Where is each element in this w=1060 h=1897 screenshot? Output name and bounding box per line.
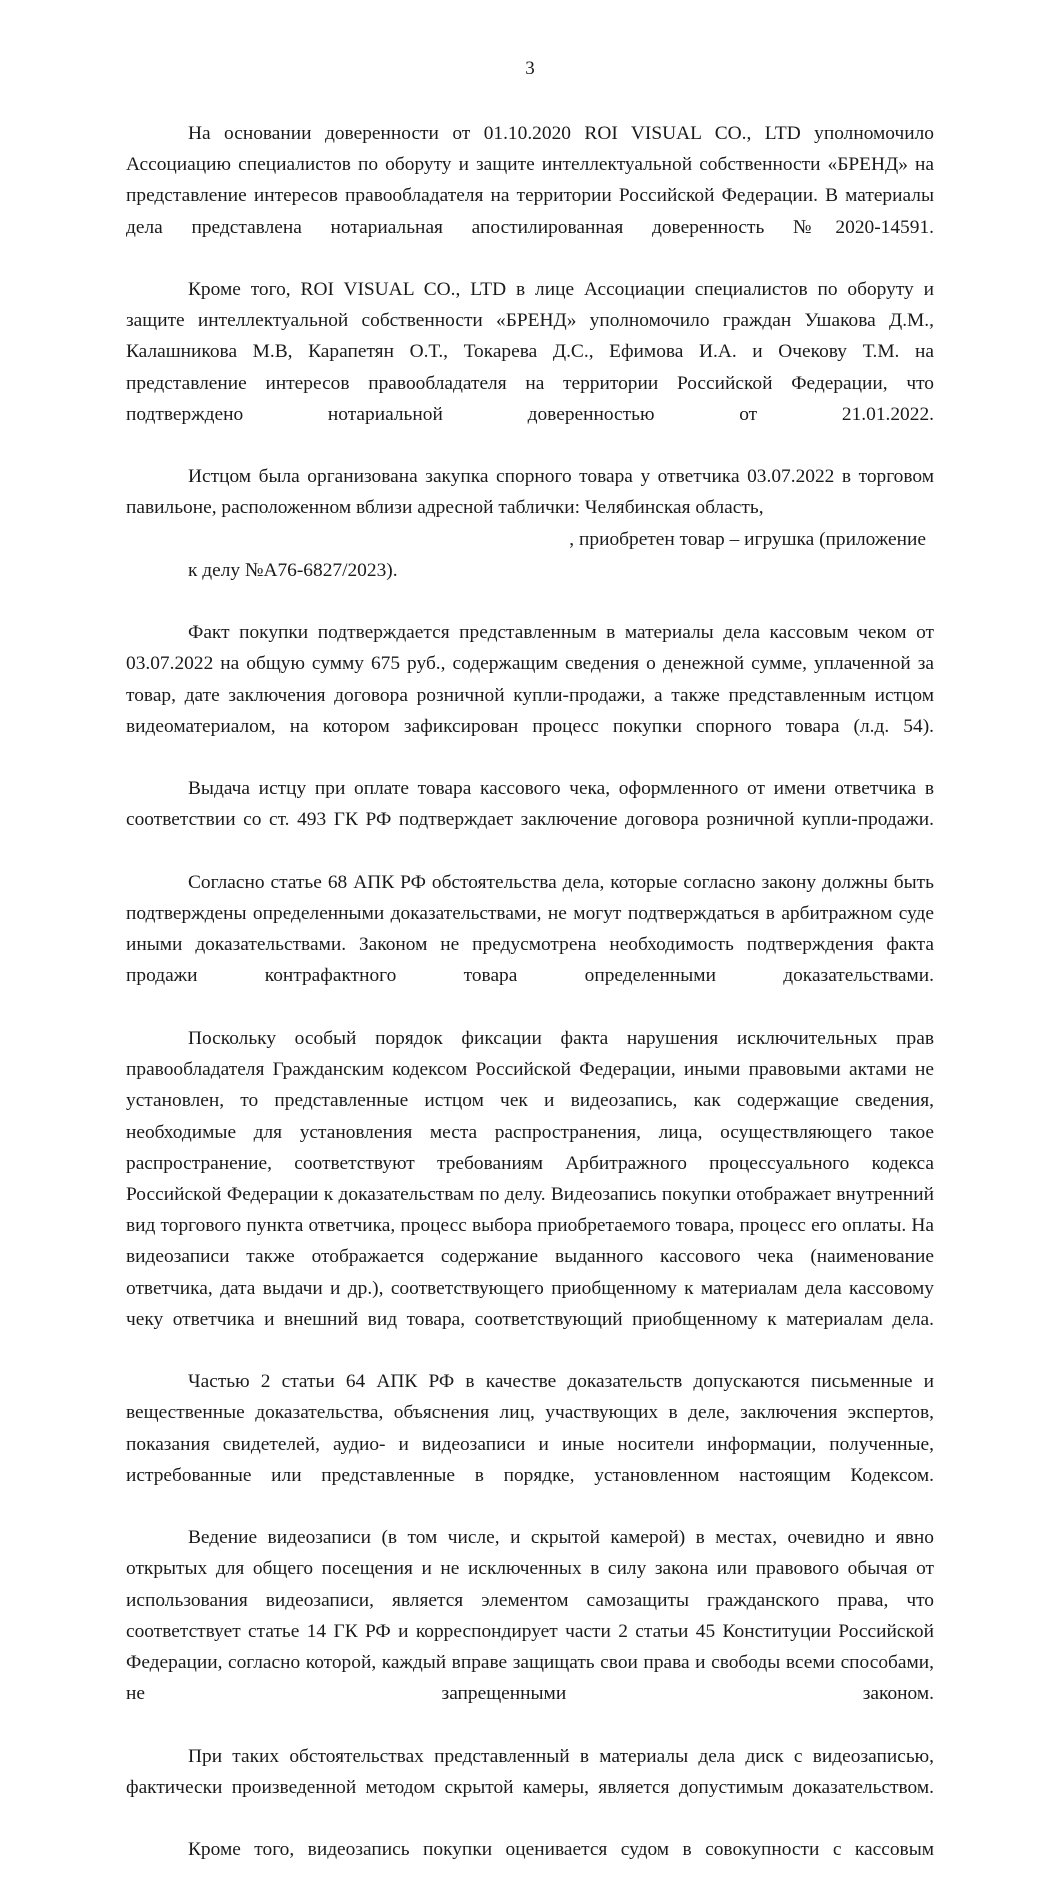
paragraph: Частью 2 статьи 64 АПК РФ в качестве доказательств допускаются письменные и вещественные доказательства, объяснения лиц, участвующих в деле, заключения экспертов, показания свидетелей, аудио- и видеозаписи и иные носители информации, полученные, истребованные или представленные в порядке, установленном настоящим Кодексом.	[126, 1371, 934, 1486]
paragraph: Ведение видеозаписи (в том числе, и скрытой камерой) в местах, очевидно и явно открытых для общего посещения и не исключенных в силу закона или правового обычая от использования видеозаписи, является элементом самозащиты гражданского права, что соответствует статье 14 ГК РФ и корреспондирует части 2 статьи 45 Конституции Российской Федерации, согласно которой, каждый вправе защищать свои права и свободы всеми способами, не запрещенными законом.	[126, 1527, 934, 1705]
paragraph: Поскольку особый порядок фиксации факта нарушения исключительных прав правообладателя Гражданским кодексом Российской Федерации, иными правовыми актами не установлен, то представленные истцом чек и видеозапись, как содержащие сведения, необходимые для установления места распространения, лица, осуществляющего такое распространение, соответствуют требованиям Арбитражного процессуального кодекса Российской Федерации к доказательствам по делу. Видеозапись покупки отображает внутренний вид торгового пункта ответчика, процесс выбора приобретаемого товара, процесс его оплаты. На видеозаписи также отображается содержание выданного кассового чека (наименование ответчика, дата выдачи и др.), соответствующего приобщенному к материалам дела кассовому чеку ответчика и внешний вид товара, соответствующий приобщенному к материалам дела.	[126, 1027, 934, 1330]
paragraph: Выдача истцу при оплате товара кассового чека, оформленного от имени ответчика в соответствии со ст. 493 ГК РФ подтверждает заключение договора розничной купли-продажи.	[126, 778, 934, 831]
purchase-case-line: к делу №А76-6827/2023).	[188, 559, 398, 581]
paragraph: Кроме того, видеозапись покупки оценивается судом в совокупности с кассовым	[188, 1839, 934, 1861]
paragraph: Кроме того, ROI VISUAL CO., LTD в лице Ассоциации специалистов по оборуту и защите интеллектуальной собственности «БРЕНД» уполномочило граждан Ушакова Д.М., Калашникова М.В, Карапетян О.Т., Токарева Д.С., Ефимова И.А. и Очекову Т.М. на представление интересов правообладателя на территории Российской Федерации, что подтверждено нотариальной доверенностью от 21.01.2022.	[126, 279, 934, 425]
paragraph: Факт покупки подтверждается представленным в материалы дела кассовым чеком от 03.07.2022 на общую сумму 675 руб., содержащим сведения о денежной сумме, уплаченной за товар, дате заключения договора розничной купли-продажи, а также представленным истцом видеоматериалом, на котором зафиксирован процесс покупки спорного товара (л.д. 54).	[126, 622, 934, 737]
paragraph-purchase	[126, 461, 934, 617]
paragraph: На основании доверенности от 01.10.2020 ROI VISUAL CO., LTD уполномочило Ассоциацию специалистов по оборуту и защите интеллектуальной собственности «БРЕНД» на представление интересов правообладателя на территории Российской Федерации. В материалы дела представлена нотариальная апостилированная доверенность №2020-14591.	[126, 123, 934, 238]
paragraph: Согласно статье 68 АПК РФ обстоятельства дела, которые согласно закону должны быть подтверждены определенными доказательствами, не могут подтверждаться в арбитражном суде иными доказательствами. Законом не предусмотрена необходимость подтверждения факта продажи контрафактного товара определенными доказательствами.	[126, 871, 934, 987]
document-body	[126, 118, 934, 1897]
paragraph: При таких обстоятельствах представленный в материалы дела диск с видеозаписью, фактически произведенной методом скрытой камеры, является допустимым доказательством.	[126, 1745, 934, 1798]
page-number: 3	[525, 58, 535, 79]
purchase-lead: Истцом была организована закупка спорного товара у ответчика 03.07.2022 в торговом павильоне, расположенном вблизи адресной таблички: Челябинская область,	[126, 466, 934, 519]
purchase-address-redacted: , приобретен товар – игрушка (приложение	[569, 528, 926, 550]
